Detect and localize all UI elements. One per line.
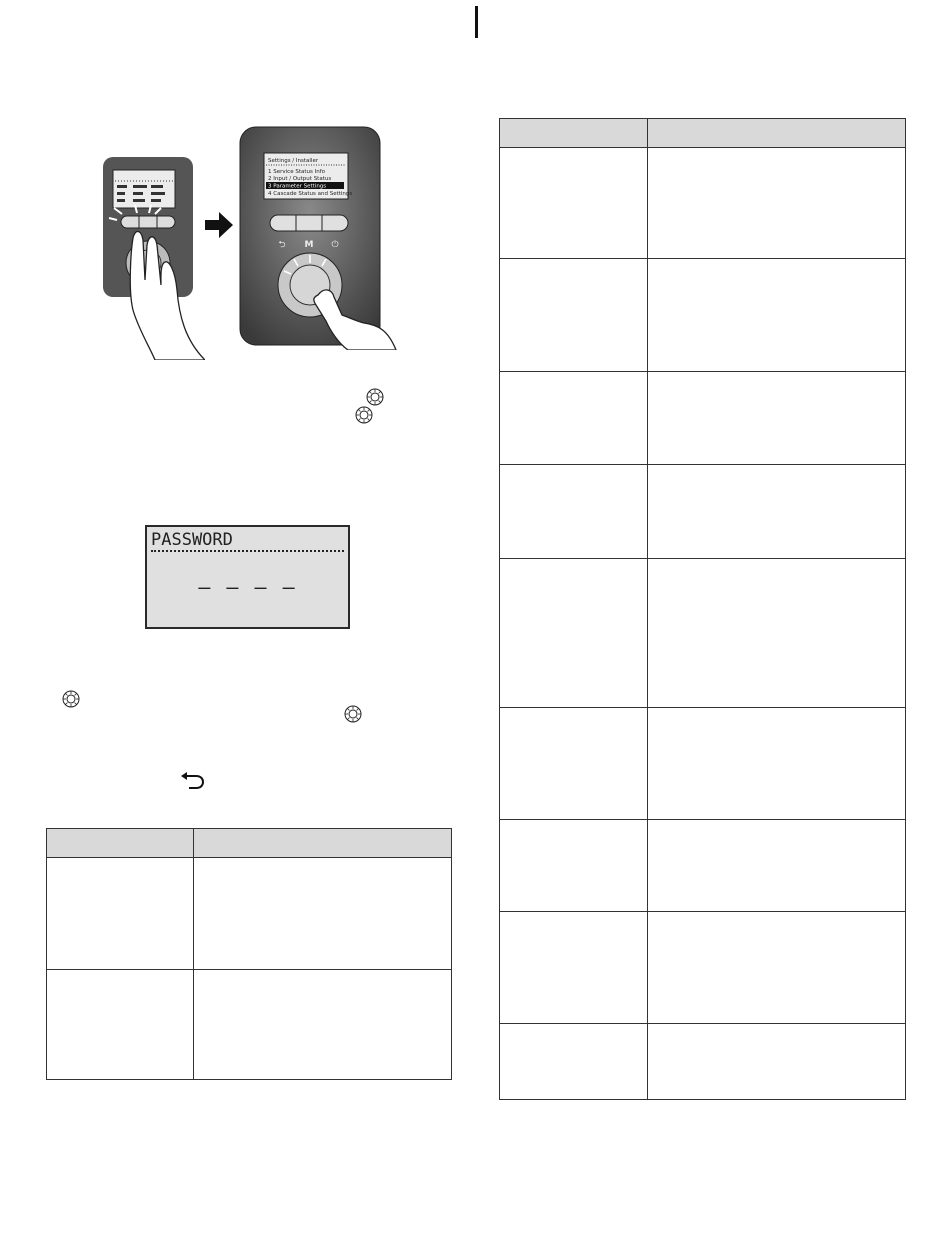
lcd-divider [151,550,344,552]
table-header-cell [194,829,452,858]
table-cell [648,372,906,465]
table-header-row [500,119,906,148]
right-arrow-icon [205,212,233,238]
parameter-table-right [499,118,906,1100]
lcd-title: PASSWORD [151,530,233,550]
table-row [47,970,452,1080]
password-entry-field: — — — — [198,575,297,599]
table-cell [194,858,452,970]
dial-knob-icon [366,388,384,406]
table-cell [648,465,906,559]
table-cell [648,1024,906,1100]
power-icon: ⏻ [331,240,339,250]
menu-button-label: M [304,240,314,250]
table-row [500,259,906,372]
back-arrow-icon [180,772,206,790]
dial-knob-icon [355,406,373,424]
table-cell [648,708,906,820]
table-cell [500,820,648,912]
device-small-illustration [95,150,205,360]
column-rule [475,6,478,38]
table-header-cell [648,119,906,148]
table-cell [47,970,194,1080]
table-cell [648,820,906,912]
table-cell [500,708,648,820]
table-cell [194,970,452,1080]
table-row [500,708,906,820]
table-row [500,465,906,559]
dial-knob-icon [344,705,362,723]
device-screen-item: 1 Service Status Info [268,169,326,175]
table-row [500,912,906,1024]
device-screen-item: 4 Cascade Status and Settings [268,191,353,197]
back-arrow-icon: ⮌ [278,240,286,250]
table-cell [648,148,906,259]
table-cell [500,1024,648,1100]
table-cell [500,559,648,708]
table-cell [500,372,648,465]
table-header-row [47,829,452,858]
table-row [47,858,452,970]
table-cell [648,559,906,708]
table-cell [500,259,648,372]
table-row [500,559,906,708]
table-cell [500,148,648,259]
device-screen-heading: Settings / Installer [268,158,319,164]
table-cell [500,465,648,559]
parameter-table-left [46,828,452,1080]
table-cell [47,858,194,970]
table-header-cell [500,119,648,148]
table-row [500,1024,906,1100]
table-header-cell [47,829,194,858]
device-screen-item: 2 Input / Output Status [268,176,332,182]
table-row [500,372,906,465]
table-cell [648,912,906,1024]
dial-knob-icon [62,690,80,708]
table-cell [648,259,906,372]
table-row [500,148,906,259]
table-row [500,820,906,912]
device-large-illustration [238,125,398,350]
table-cell [500,912,648,1024]
device-screen-item-selected: 3 Parameter Settings [268,183,327,190]
password-lcd-screen [145,525,350,629]
